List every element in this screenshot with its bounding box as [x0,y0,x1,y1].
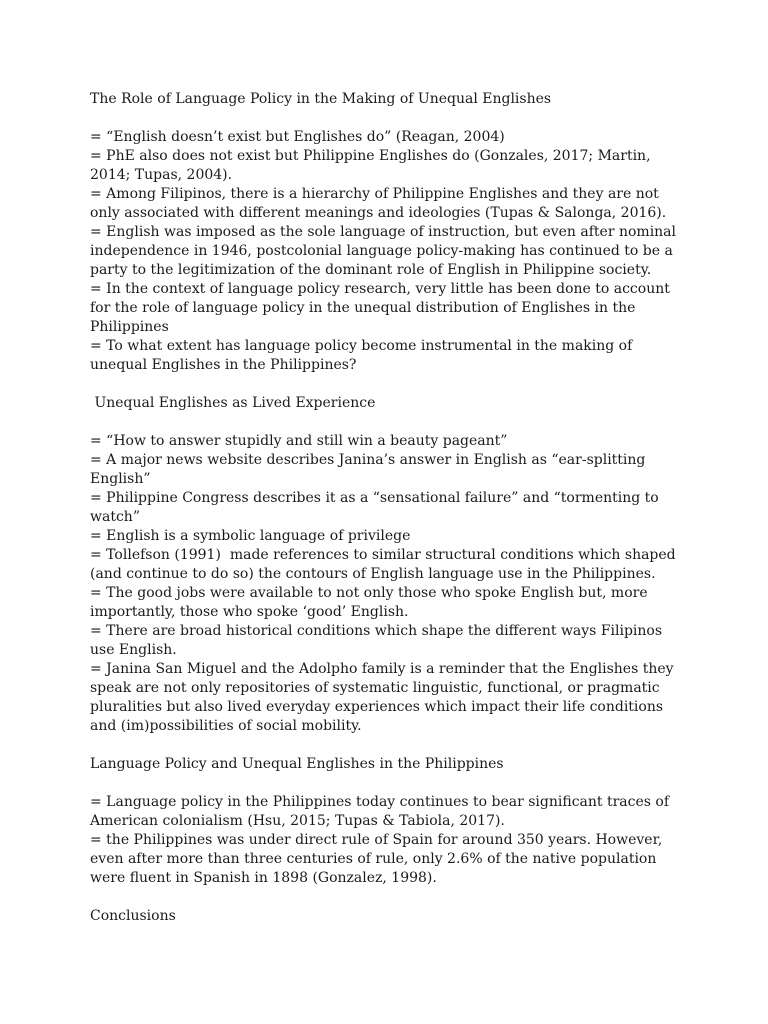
section-heading: Unequal Englishes as Lived Experience [90,395,376,411]
blank-line [90,109,680,128]
section-point: = Janina San Miguel and the Adolpho family is a reminder that the Englishes they speak are not only repositories of systematic linguistic, functional, or pragmatic pluralities but also lived everyday experiences which impact their life conditions and (im)possibilities of social mobility. [90,661,679,734]
section-point: = “How to answer stupidly and still win a beauty pageant” [90,433,508,449]
document-title: The Role of Language Policy in the Making of Unequal Englishes [90,91,552,107]
intro-point: = English was imposed as the sole language of instruction, but even after nominal independence in 1946, postcolonial language policy-making has continued to be a party to the legitimization of the dominant role of English in Philippine society. [90,224,681,278]
section-point: = the Philippines was under direct rule of Spain for around 350 years. However, even after more than three centuries of rule, only 2.6% of the native population were fluent in Spanish in 1898 (Gonzalez, 1998). [90,832,667,886]
intro-point: = To what extent has language policy become instrumental in the making of unequal Englishes in the Philippines? [90,338,637,373]
section-point: = There are broad historical conditions which shape the different ways Filipinos use English. [90,623,667,658]
document-page [90,90,680,926]
intro-point: = “English doesn’t exist but Englishes do” (Reagan, 2004) [90,129,505,145]
section-point: = A major news website describes Janina’s answer in English as “ear-splitting English” [90,452,650,487]
section-point: = Philippine Congress describes it as a “sensational failure” and “tormenting to watch” [90,490,664,525]
section-point: = Tollefson (1991) made references to similar structural conditions which shaped (and continue to do so) the contours of English language use in the Philippines. [90,547,681,582]
section-point: = Language policy in the Philippines today continues to bear significant traces of American colonialism (Hsu, 2015; Tupas & Tabiola, 2017). [90,794,674,829]
intro-point: = PhE also does not exist but Philippine Englishes do (Gonzales, 2017; Martin, 2014; Tupas, 2004). [90,148,655,183]
section-heading: Language Policy and Unequal Englishes in the Philippines [90,756,504,772]
section-point: = The good jobs were available to not only those who spoke English but, more importantly, those who spoke ‘good’ English. [90,585,653,620]
blank-line [90,774,680,793]
intro-point: = In the context of language policy research, very little has been done to account for the role of language policy in the unequal distribution of Englishes in the Philippines [90,281,675,335]
intro-point: = Among Filipinos, there is a hierarchy of Philippine Englishes and they are not only associated with different meanings and ideologies (Tupas & Salonga, 2016). [90,186,667,221]
blank-line [90,888,680,907]
section-point: = English is a symbolic language of privilege [90,528,411,544]
blank-line [90,736,680,755]
blank-line [90,375,680,394]
blank-line [90,413,680,432]
section-heading: Conclusions [90,908,176,924]
